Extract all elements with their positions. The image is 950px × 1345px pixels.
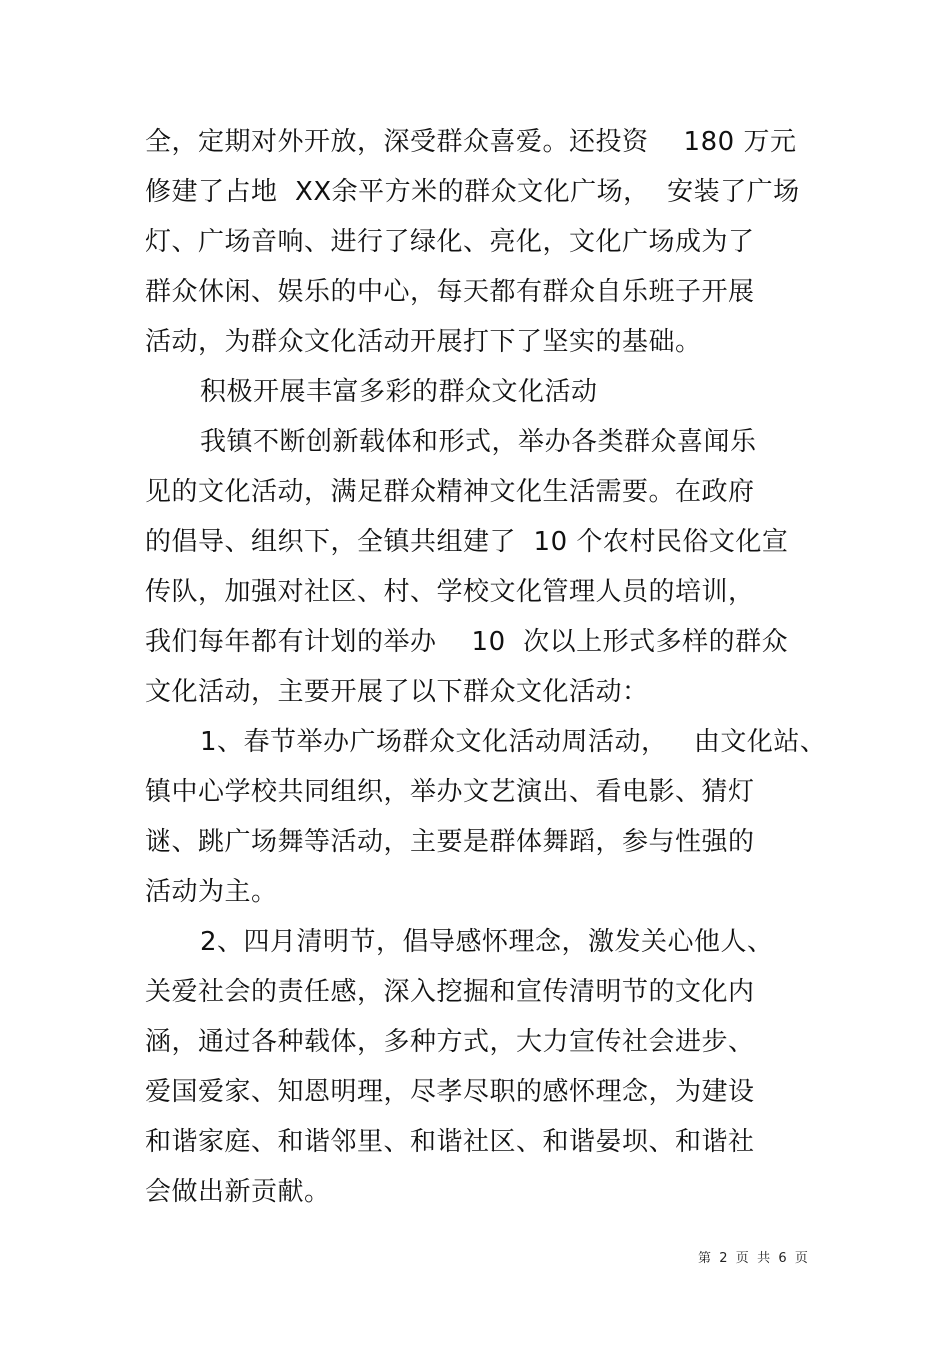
- text-line: 文化活动，主要开展了以下群众文化活动：: [145, 677, 649, 707]
- text-line: 关爱社会的责任感，深入挖掘和宣传清明节的文化内: [145, 977, 755, 1007]
- text-line: 活动为主。: [145, 877, 278, 907]
- text-line: 谜、跳广场舞等活动，主要是群体舞蹈，参与性强的: [145, 827, 755, 857]
- text-line: 活动，为群众文化活动开展打下了坚实的基础。: [145, 327, 702, 357]
- section-heading: 积极开展丰富多彩的群众文化活动: [200, 377, 598, 407]
- text-line: 修建了占地 XX余平方米的群众文化广场， 安装了广场: [145, 177, 800, 207]
- text-line: 爱国爱家、知恩明理，尽孝尽职的感怀理念，为建设: [145, 1077, 755, 1107]
- text-line: 会做出新贡献。: [145, 1177, 331, 1207]
- list-item: 2、四月清明节，倡导感怀理念，激发关心他人、: [200, 927, 774, 957]
- text-line: 我们每年都有计划的举办 10 次以上形式多样的群众: [145, 627, 789, 657]
- text-line: 我镇不断创新载体和形式，举办各类群众喜闻乐: [200, 427, 757, 457]
- text-line: 和谐家庭、和谐邻里、和谐社区、和谐晏坝、和谐社: [145, 1127, 755, 1157]
- text-line: 群众休闲、娱乐的中心，每天都有群众自乐班子开展: [145, 277, 755, 307]
- text-line: 见的文化活动，满足群众精神文化生活需要。在政府: [145, 477, 755, 507]
- page-number: 第 2 页 共 6 页: [698, 1251, 808, 1266]
- text-line: 全，定期对外开放，深受群众喜爱。还投资 180 万元: [145, 127, 797, 157]
- text-line: 灯、广场音响、进行了绿化、亮化，文化广场成为了: [145, 227, 755, 257]
- text-line: 涵，通过各种载体，多种方式，大力宣传社会进步、: [145, 1027, 755, 1057]
- text-line: 的倡导、组织下，全镇共组建了 10 个农村民俗文化宣: [145, 527, 789, 557]
- list-item: 1、春节举办广场群众文化活动周活动， 由文化站、: [200, 727, 827, 757]
- text-line: 传队，加强对社区、村、学校文化管理人员的培训，: [145, 577, 755, 607]
- text-line: 镇中心学校共同组织，举办文艺演出、看电影、猜灯: [145, 777, 755, 807]
